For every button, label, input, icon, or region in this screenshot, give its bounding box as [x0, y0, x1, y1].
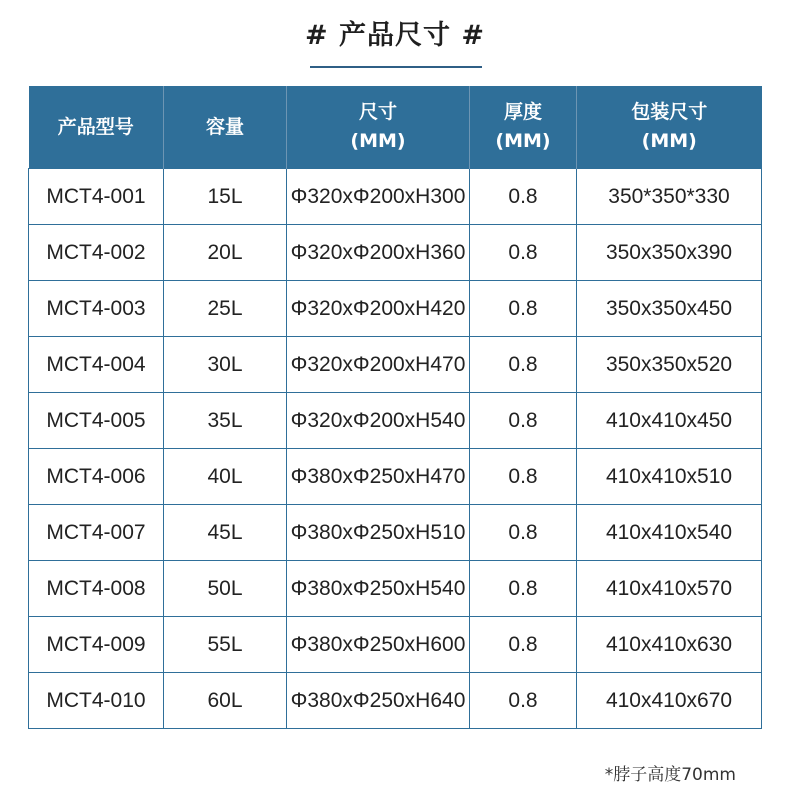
cell-size: Φ320xΦ200xH420: [287, 281, 470, 337]
cell-size: Φ320xΦ200xH540: [287, 393, 470, 449]
cell-package: 350x350x520: [577, 337, 762, 393]
table-row: [29, 673, 762, 729]
table-row: [29, 281, 762, 337]
header-size-label: 尺寸: [358, 101, 397, 123]
header-thickness-unit: (MM): [495, 130, 551, 152]
header-row: [29, 86, 762, 169]
cell-model: MCT4-004: [29, 337, 164, 393]
cell-package: 410x410x670: [577, 673, 762, 729]
header-thickness: [470, 86, 577, 169]
table-row: [29, 561, 762, 617]
cell-capacity: 20L: [164, 225, 287, 281]
cell-package: 410x410x630: [577, 617, 762, 673]
header-package-unit: (MM): [641, 130, 697, 152]
cell-thickness: 0.8: [470, 449, 577, 505]
cell-capacity: 55L: [164, 617, 287, 673]
cell-thickness: 0.8: [470, 393, 577, 449]
cell-package: 350x350x390: [577, 225, 762, 281]
cell-size: Φ380xΦ250xH510: [287, 505, 470, 561]
header-capacity-label: 容量: [205, 115, 244, 138]
header-package: [577, 86, 762, 169]
cell-package: 410x410x450: [577, 393, 762, 449]
header-model: [29, 86, 164, 169]
spec-table-header: [29, 86, 762, 169]
cell-thickness: 0.8: [470, 225, 577, 281]
header-capacity: [164, 86, 287, 169]
cell-model: MCT4-003: [29, 281, 164, 337]
cell-size: Φ320xΦ200xH470: [287, 337, 470, 393]
cell-model: MCT4-008: [29, 561, 164, 617]
cell-size: Φ320xΦ200xH360: [287, 225, 470, 281]
cell-package: 410x410x570: [577, 561, 762, 617]
table-row: [29, 449, 762, 505]
cell-capacity: 30L: [164, 337, 287, 393]
cell-thickness: 0.8: [470, 169, 577, 225]
cell-model: MCT4-010: [29, 673, 164, 729]
cell-package: 350x350x450: [577, 281, 762, 337]
cell-size: Φ380xΦ250xH470: [287, 449, 470, 505]
cell-size: Φ380xΦ250xH640: [287, 673, 470, 729]
title-underline: [310, 66, 482, 68]
table-row: [29, 337, 762, 393]
cell-capacity: 60L: [164, 673, 287, 729]
cell-model: MCT4-001: [29, 169, 164, 225]
cell-thickness: 0.8: [470, 561, 577, 617]
header-size: [287, 86, 470, 169]
cell-model: MCT4-007: [29, 505, 164, 561]
cell-thickness: 0.8: [470, 281, 577, 337]
cell-capacity: 15L: [164, 169, 287, 225]
cell-capacity: 40L: [164, 449, 287, 505]
cell-size: Φ380xΦ250xH600: [287, 617, 470, 673]
page-title: # 产品尺寸 #: [304, 20, 486, 51]
cell-thickness: 0.8: [470, 337, 577, 393]
cell-thickness: 0.8: [470, 673, 577, 729]
cell-capacity: 35L: [164, 393, 287, 449]
cell-model: MCT4-002: [29, 225, 164, 281]
footnote: *脖子高度70mm: [604, 765, 736, 785]
cell-model: MCT4-005: [29, 393, 164, 449]
cell-thickness: 0.8: [470, 505, 577, 561]
header-thickness-label: 厚度: [503, 101, 542, 123]
title-area: [0, 14, 790, 58]
cell-thickness: 0.8: [470, 617, 577, 673]
header-model-label: 产品型号: [57, 115, 134, 138]
table-row: [29, 393, 762, 449]
cell-package: 350*350*330: [577, 169, 762, 225]
cell-capacity: 45L: [164, 505, 287, 561]
cell-model: MCT4-009: [29, 617, 164, 673]
table-row: [29, 617, 762, 673]
header-package-label: 包装尺寸: [631, 101, 708, 123]
cell-capacity: 25L: [164, 281, 287, 337]
cell-capacity: 50L: [164, 561, 287, 617]
cell-size: Φ320xΦ200xH300: [287, 169, 470, 225]
header-size-unit: (MM): [350, 130, 406, 152]
cell-package: 410x410x510: [577, 449, 762, 505]
spec-table-body: [29, 169, 762, 729]
spec-table: [28, 86, 762, 729]
cell-package: 410x410x540: [577, 505, 762, 561]
table-row: [29, 505, 762, 561]
cell-size: Φ380xΦ250xH540: [287, 561, 470, 617]
table-row: [29, 169, 762, 225]
table-row: [29, 225, 762, 281]
cell-model: MCT4-006: [29, 449, 164, 505]
